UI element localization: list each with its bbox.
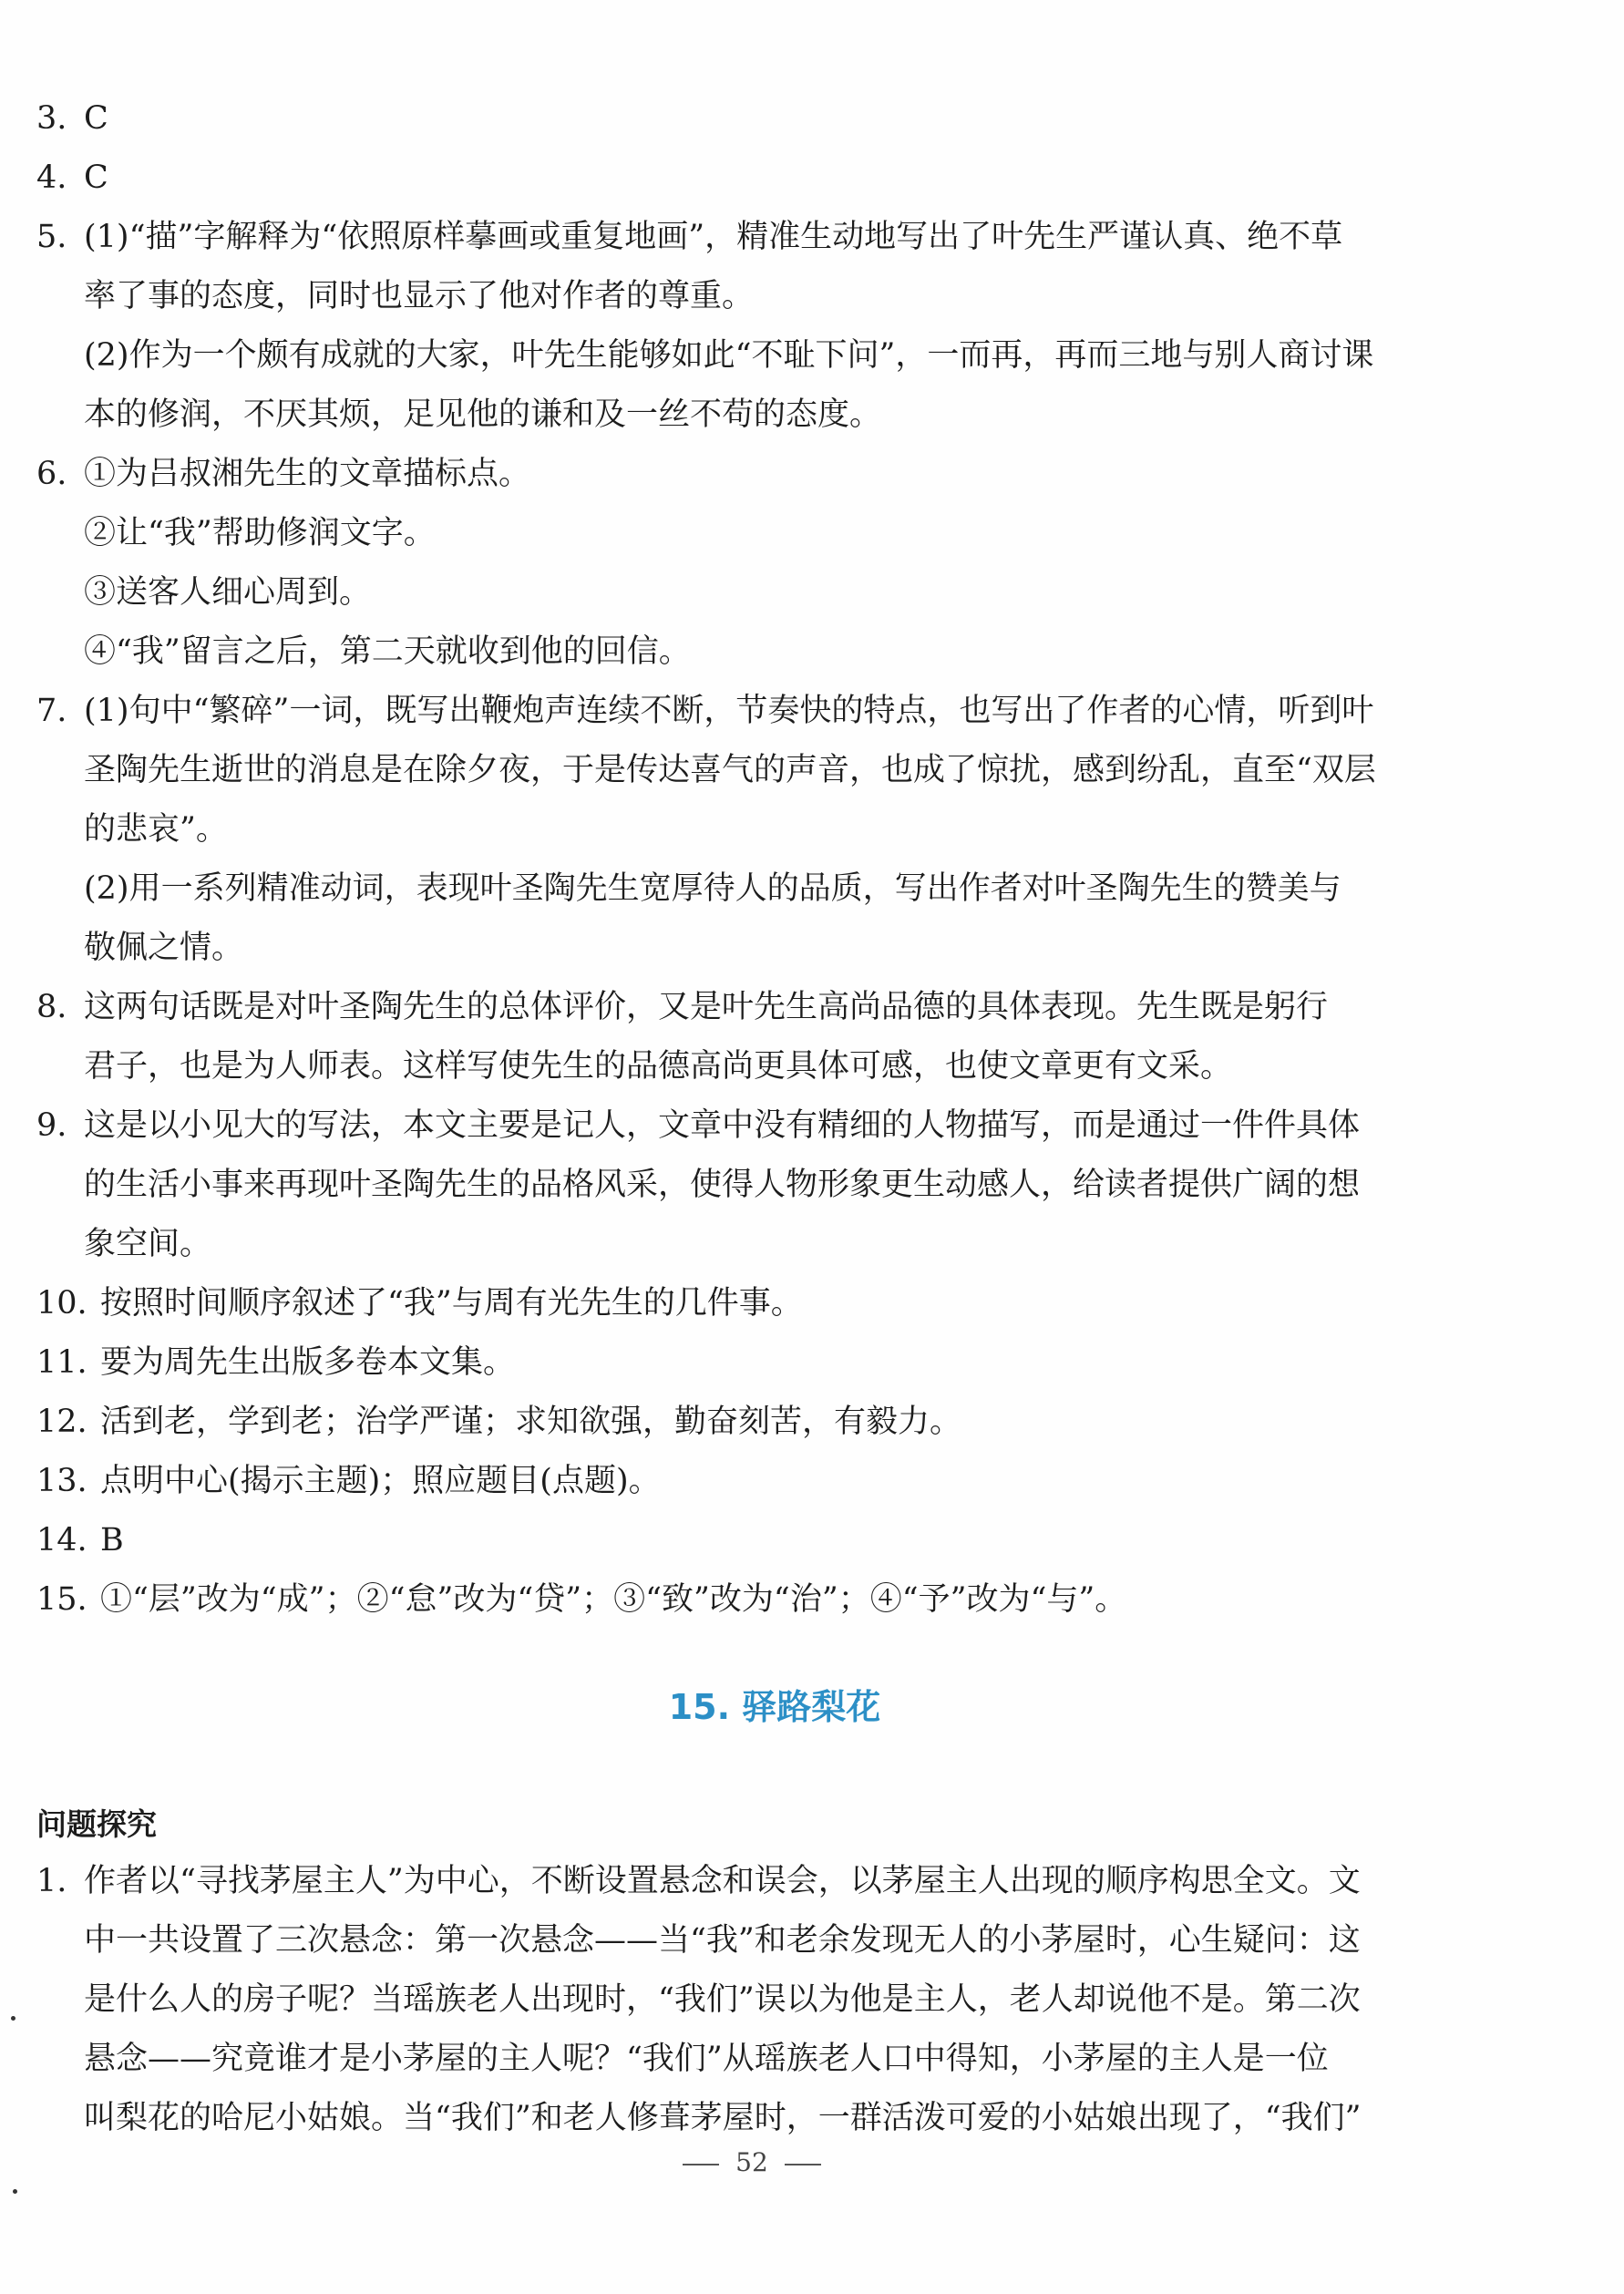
- answer-item: [36, 1511, 1440, 1570]
- answer-item: [36, 1452, 1440, 1511]
- text-line: B: [100, 1522, 124, 1558]
- answer-item: [36, 682, 1440, 978]
- answer-item: [36, 89, 1440, 149]
- text-line: C: [84, 159, 108, 196]
- text-line: ①为吕叔湘先生的文章描标点。: [84, 456, 531, 492]
- text-line: 叫梨花的哈尼小姑娘。当“我们”和老人修葺茅屋时，一群活泼可爱的小姑娘出现了，“我们”: [84, 2100, 1362, 2136]
- item-number: 10.: [36, 1285, 87, 1322]
- item-text: [84, 978, 1440, 1096]
- item-number: 4.: [36, 159, 67, 196]
- text-line: 中一共设置了三次悬念：第一次悬念——当“我”和老余发现无人的小茅屋时，心生疑问：这: [84, 1922, 1361, 1959]
- item-text: [100, 1570, 1440, 1630]
- text-line: ②让“我”帮助修润文字。: [84, 515, 436, 551]
- item-number: 8.: [36, 989, 67, 1025]
- item-text: [100, 1511, 1440, 1570]
- explore-list: [36, 1852, 1440, 2148]
- text-line: 君子，也是为人师表。这样写使先生的品德高尚更具体可感，也使文章更有文采。: [84, 1048, 1233, 1085]
- text-line: 这是以小见大的写法，本文主要是记人，文章中没有精细的人物描写，而是通过一件件具体: [84, 1107, 1361, 1144]
- item-number: 9.: [36, 1107, 67, 1144]
- answer-item: [36, 1393, 1440, 1452]
- answer-item: [36, 1852, 1440, 2148]
- text-line: 象空间。: [84, 1226, 212, 1262]
- page-number: 52: [735, 2147, 768, 2177]
- text-line: 本的修润，不厌其烦，足见他的谦和及一丝不苟的态度。: [84, 396, 882, 433]
- text-line: 要为周先生出版多卷本文集。: [100, 1344, 516, 1381]
- section-subheading: 问题探究: [36, 1806, 157, 1842]
- text-line: ③送客人细心周到。: [84, 574, 372, 611]
- item-number: 15.: [36, 1581, 87, 1618]
- section-title: 15. 驿路梨花: [668, 1687, 881, 1727]
- text-line: (2)用一系列精准动词，表现叶圣陶先生宽厚待人的品质，写出作者对叶圣陶先生的赞美与: [84, 870, 1341, 907]
- text-line: 活到老，学到老；治学严谨；求知欲强，勤奋刻苦，有毅力。: [100, 1404, 962, 1440]
- item-text: [100, 1333, 1440, 1393]
- text-line: 作者以“寻找茅屋主人”为中心，不断设置悬念和误会，以茅屋主人出现的顺序构思全文。文: [84, 1863, 1361, 1899]
- answer-item: [36, 1333, 1440, 1393]
- item-text: [84, 208, 1440, 445]
- text-line: (1)“描”字解释为“依照原样摹画或重复地画”，精准生动地写出了叶先生严谨认真、绝不草: [84, 219, 1343, 255]
- text-line: 按照时间顺序叙述了“我”与周有光先生的几件事。: [100, 1285, 803, 1322]
- item-number: 12.: [36, 1404, 87, 1440]
- item-text: [100, 1274, 1440, 1333]
- item-number: 3.: [36, 100, 67, 137]
- text-line: ①“层”改为“成”；②“怠”改为“贷”；③“致”改为“治”；④“予”改为“与”。: [100, 1581, 1127, 1618]
- item-number: 6.: [36, 456, 67, 492]
- text-line: 敬佩之情。: [84, 930, 244, 966]
- footer-dash-right: [785, 2164, 821, 2165]
- item-number: 11.: [36, 1344, 87, 1381]
- text-line: 这两句话既是对叶圣陶先生的总体评价，又是叶先生高尚品德的具体表现。先生既是躬行: [84, 989, 1329, 1025]
- item-text: [84, 1852, 1440, 2148]
- item-number: 1.: [36, 1863, 67, 1899]
- item-text: [84, 149, 1440, 208]
- item-text: [84, 89, 1440, 149]
- page-footer: [0, 2147, 1504, 2177]
- item-number: 5.: [36, 219, 67, 255]
- answer-item: [36, 1274, 1440, 1333]
- text-line: 的悲哀”。: [84, 811, 228, 848]
- answer-item: [36, 1096, 1440, 1274]
- text-line: 悬念——究竟谁才是小茅屋的主人呢？“我们”从瑶族老人口中得知，小茅屋的主人是一位: [84, 2041, 1329, 2077]
- text-line: 是什么人的房子呢？当瑶族老人出现时，“我们”误以为他是主人，老人却说他不是。第二次: [84, 1981, 1361, 2018]
- text-line: 点明中心(揭示主题)；照应题目(点题)。: [100, 1463, 661, 1499]
- answer-item: [36, 445, 1440, 682]
- text-line: C: [84, 100, 108, 137]
- text-line: 的生活小事来再现叶圣陶先生的品格风采，使得人物形象更生动感人，给读者提供广阔的想: [84, 1167, 1361, 1203]
- text-line: 率了事的态度，同时也显示了他对作者的尊重。: [84, 278, 755, 314]
- answer-item: [36, 208, 1440, 445]
- text-line: 圣陶先生逝世的消息是在除夕夜，于是传达喜气的声音，也成了惊扰，感到纷乱，直至“双层: [84, 752, 1376, 788]
- text-line: ④“我”留言之后，第二天就收到他的回信。: [84, 633, 691, 670]
- scan-speck: [13, 2189, 17, 2194]
- answer-list: [36, 89, 1440, 1630]
- item-text: [100, 1393, 1440, 1452]
- item-number: 13.: [36, 1463, 87, 1499]
- item-text: [84, 682, 1440, 978]
- item-text: [100, 1452, 1440, 1511]
- item-text: [84, 1096, 1440, 1274]
- item-number: 7.: [36, 693, 67, 729]
- answer-item: [36, 149, 1440, 208]
- answer-item: [36, 978, 1440, 1096]
- text-line: (2)作为一个颇有成就的大家，叶先生能够如此“不耻下问”，一而再，再而三地与别人商讨课: [84, 337, 1374, 374]
- item-text: [84, 445, 1440, 682]
- scan-speck: [11, 2016, 15, 2021]
- text-line: (1)句中“繁碎”一词，既写出鞭炮声连续不断，节奏快的特点，也写出了作者的心情，听到叶: [84, 693, 1374, 729]
- answer-item: [36, 1570, 1440, 1630]
- item-number: 14.: [36, 1522, 87, 1558]
- footer-dash-left: [683, 2164, 719, 2165]
